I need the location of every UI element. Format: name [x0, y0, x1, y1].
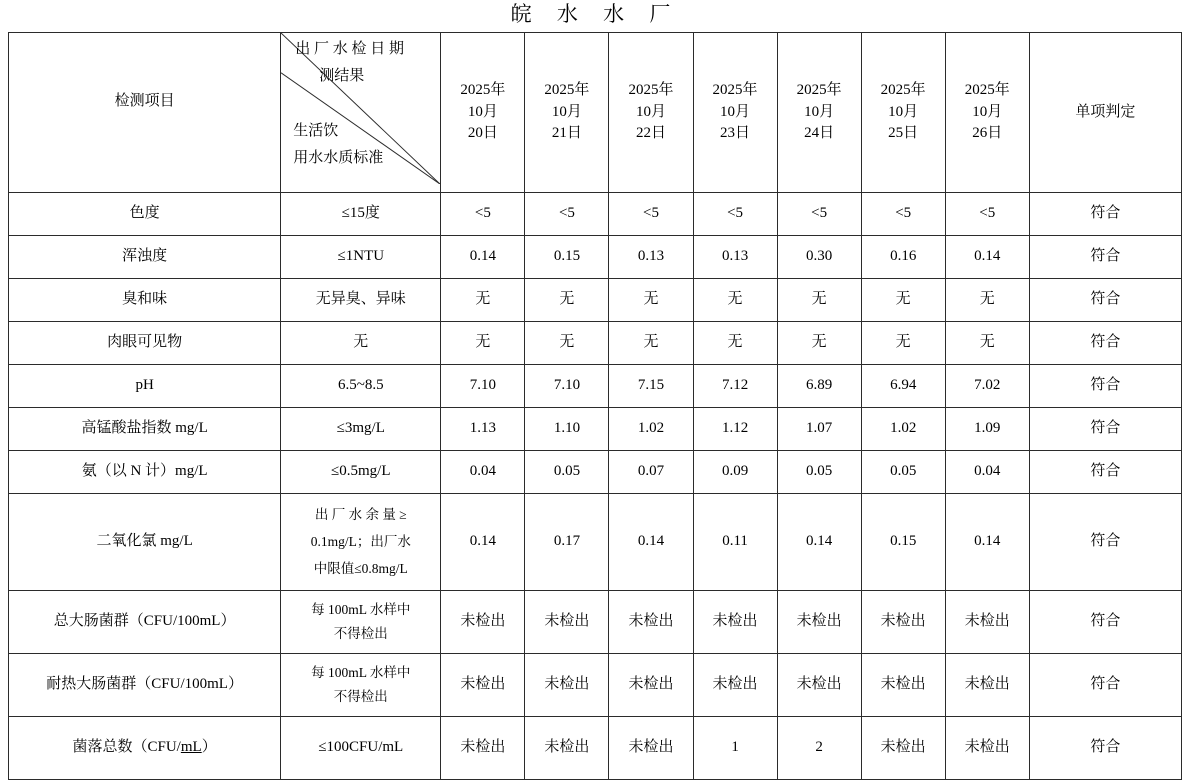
row-value: 未检出 — [945, 653, 1029, 716]
row-value: 无 — [777, 321, 861, 364]
header-result-label: 测结果 — [319, 68, 365, 84]
row-standard: ≤3mg/L — [281, 407, 441, 450]
date-day: 26日 — [972, 125, 1003, 142]
row-value: 6.94 — [861, 364, 945, 407]
row-value: 1.02 — [609, 407, 693, 450]
row-value: 0.05 — [525, 450, 609, 493]
row-value: 1.02 — [861, 407, 945, 450]
row-value: 7.10 — [441, 364, 525, 407]
row-value: 0.13 — [609, 235, 693, 278]
row-item: 氨（以 N 计）mg/L — [9, 450, 281, 493]
row-value: 未检出 — [609, 653, 693, 716]
row-value: 未检出 — [441, 653, 525, 716]
row-value: 0.14 — [945, 493, 1029, 590]
row-item: 耐热大肠菌群（CFU/100mL） — [9, 653, 281, 716]
row-value: 0.30 — [777, 235, 861, 278]
row-value: 无 — [861, 321, 945, 364]
header-date-col-6 — [861, 33, 945, 193]
row-judgement: 符合 — [1029, 192, 1181, 235]
row-item-underlined: mL — [180, 739, 202, 756]
row-value: 7.12 — [693, 364, 777, 407]
row-value: 无 — [693, 321, 777, 364]
row-value: 无 — [777, 278, 861, 321]
row-value: 0.14 — [609, 493, 693, 590]
row-value: 未检出 — [777, 590, 861, 653]
standard-line: 出 厂 水 余 量 ≥ — [314, 507, 407, 523]
row-standard: ≤0.5mg/L — [281, 450, 441, 493]
date-year: 2025年 — [796, 81, 842, 98]
row-standard: ≤1NTU — [281, 235, 441, 278]
table-row — [9, 653, 1182, 716]
row-value: 7.02 — [945, 364, 1029, 407]
page-title: 皖 水 水 厂 — [510, 2, 681, 26]
standard-line: 不得检出 — [333, 688, 388, 704]
date-month: 10月 — [972, 103, 1003, 120]
date-month: 10月 — [720, 103, 751, 120]
row-item: 二氧化氯 mg/L — [9, 493, 281, 590]
row-item: 总大肠菌群（CFU/100mL） — [9, 590, 281, 653]
standard-line: 中限值≤0.8mg/L — [313, 561, 408, 577]
table-row — [9, 590, 1182, 653]
row-value: 0.05 — [777, 450, 861, 493]
row-value: 未检出 — [693, 590, 777, 653]
row-standard: 6.5~8.5 — [281, 364, 441, 407]
row-value: <5 — [945, 192, 1029, 235]
date-year: 2025年 — [712, 81, 758, 98]
row-value: 无 — [525, 321, 609, 364]
table-row — [9, 716, 1182, 779]
table-header-row — [9, 33, 1182, 193]
table-row — [9, 235, 1182, 278]
header-standard-label-1: 生活饮 — [293, 123, 339, 139]
row-value: 1.07 — [777, 407, 861, 450]
date-day: 22日 — [635, 125, 666, 142]
standard-line: 0.1mg/L；出厂水 — [310, 534, 411, 550]
date-year: 2025年 — [460, 81, 506, 98]
row-value: 无 — [609, 321, 693, 364]
row-value: 0.14 — [945, 235, 1029, 278]
table-row — [9, 364, 1182, 407]
row-value: 无 — [693, 278, 777, 321]
row-value: 0.16 — [861, 235, 945, 278]
row-value: 0.15 — [525, 235, 609, 278]
header-date-label: 出 厂 水 检 日 期 — [295, 41, 404, 57]
row-value: 7.15 — [609, 364, 693, 407]
date-month: 10月 — [888, 103, 919, 120]
table-row — [9, 493, 1182, 590]
row-value: 1 — [693, 716, 777, 779]
row-judgement: 符合 — [1029, 364, 1181, 407]
header-date-col-2 — [525, 33, 609, 193]
row-value: 2 — [777, 716, 861, 779]
row-value: 1.10 — [525, 407, 609, 450]
date-day: 23日 — [720, 125, 751, 142]
row-value: 7.10 — [525, 364, 609, 407]
row-value: <5 — [777, 192, 861, 235]
header-item-cell — [9, 33, 281, 193]
row-value: 无 — [945, 321, 1029, 364]
row-value: 0.14 — [441, 493, 525, 590]
date-month: 10月 — [551, 103, 582, 120]
row-judgement: 符合 — [1029, 716, 1181, 779]
row-judgement: 符合 — [1029, 450, 1181, 493]
row-item: 色度 — [9, 192, 281, 235]
date-day: 25日 — [888, 125, 919, 142]
row-value: <5 — [441, 192, 525, 235]
table-row — [9, 450, 1182, 493]
row-judgement: 符合 — [1029, 407, 1181, 450]
row-value: 无 — [861, 278, 945, 321]
row-item: 臭和味 — [9, 278, 281, 321]
date-year: 2025年 — [880, 81, 926, 98]
row-value: <5 — [861, 192, 945, 235]
date-year: 2025年 — [544, 81, 590, 98]
row-item: pH — [9, 364, 281, 407]
date-year: 2025年 — [628, 81, 674, 98]
table-row — [9, 278, 1182, 321]
date-month: 10月 — [635, 103, 666, 120]
row-judgement: 符合 — [1029, 278, 1181, 321]
row-value: 未检出 — [525, 716, 609, 779]
date-day: 21日 — [551, 125, 582, 142]
header-standard-label-2: 用水水质标准 — [293, 150, 384, 166]
row-standard: 无异臭、异味 — [281, 278, 441, 321]
header-date-col-3 — [609, 33, 693, 193]
row-value: 未检出 — [609, 590, 693, 653]
date-month: 10月 — [467, 103, 498, 120]
water-quality-table — [8, 32, 1182, 780]
row-value: <5 — [693, 192, 777, 235]
row-value: 未检出 — [945, 590, 1029, 653]
row-value: 无 — [441, 278, 525, 321]
row-standard: ≤100CFU/mL — [281, 716, 441, 779]
row-value: 无 — [609, 278, 693, 321]
row-judgement: 符合 — [1029, 653, 1181, 716]
row-value: 0.17 — [525, 493, 609, 590]
row-judgement: 符合 — [1029, 235, 1181, 278]
standard-line: 每 100mL 水样中 — [311, 664, 411, 680]
standard-line: 每 100mL 水样中 — [311, 601, 411, 617]
row-value: 0.05 — [861, 450, 945, 493]
row-standard: ≤15度 — [281, 192, 441, 235]
row-value: 1.09 — [945, 407, 1029, 450]
row-value: 无 — [441, 321, 525, 364]
date-day: 24日 — [804, 125, 835, 142]
row-value: 1.12 — [693, 407, 777, 450]
header-date-col-7 — [945, 33, 1029, 193]
header-date-col-5 — [777, 33, 861, 193]
header-standard-cell — [281, 33, 441, 193]
row-value: 未检出 — [525, 590, 609, 653]
row-value: 0.09 — [693, 450, 777, 493]
row-value: 未检出 — [441, 716, 525, 779]
row-value: 未检出 — [441, 590, 525, 653]
row-standard — [281, 653, 441, 716]
row-standard — [281, 493, 441, 590]
row-item: 肉眼可见物 — [9, 321, 281, 364]
row-value: 未检出 — [861, 716, 945, 779]
row-value: 0.04 — [441, 450, 525, 493]
row-value: 未检出 — [777, 653, 861, 716]
row-value: 未检出 — [861, 653, 945, 716]
row-judgement: 符合 — [1029, 590, 1181, 653]
row-item: 浑浊度 — [9, 235, 281, 278]
table-row — [9, 192, 1182, 235]
row-item: 高锰酸盐指数 mg/L — [9, 407, 281, 450]
row-value: 0.14 — [441, 235, 525, 278]
date-month: 10月 — [804, 103, 835, 120]
table-row — [9, 407, 1182, 450]
row-value: 无 — [525, 278, 609, 321]
row-value: 0.14 — [777, 493, 861, 590]
row-value: 0.04 — [945, 450, 1029, 493]
column-header-item: 检测项目 — [114, 93, 175, 109]
row-value: 未检出 — [945, 716, 1029, 779]
column-header-judgement: 单项判定 — [1029, 33, 1181, 193]
row-value: 未检出 — [609, 716, 693, 779]
row-value: 未检出 — [861, 590, 945, 653]
row-judgement: 符合 — [1029, 493, 1181, 590]
row-standard — [281, 590, 441, 653]
row-value: 6.89 — [777, 364, 861, 407]
row-item-prefix: 菌落总数（CFU/ — [72, 739, 181, 756]
row-value: 0.13 — [693, 235, 777, 278]
header-date-col-1 — [441, 33, 525, 193]
date-year: 2025年 — [964, 81, 1010, 98]
row-value: 0.11 — [693, 493, 777, 590]
row-value: 1.13 — [441, 407, 525, 450]
row-value: <5 — [525, 192, 609, 235]
row-value: 未检出 — [525, 653, 609, 716]
row-judgement: 符合 — [1029, 321, 1181, 364]
row-item-suffix: ） — [201, 739, 217, 756]
standard-line: 不得检出 — [333, 625, 388, 641]
row-value: 0.15 — [861, 493, 945, 590]
row-value: 无 — [945, 278, 1029, 321]
row-standard: 无 — [281, 321, 441, 364]
header-date-col-4 — [693, 33, 777, 193]
row-value: 0.07 — [609, 450, 693, 493]
table-row — [9, 321, 1182, 364]
row-item — [9, 716, 281, 779]
row-value: 未检出 — [693, 653, 777, 716]
date-day: 20日 — [467, 125, 498, 142]
row-value: <5 — [609, 192, 693, 235]
